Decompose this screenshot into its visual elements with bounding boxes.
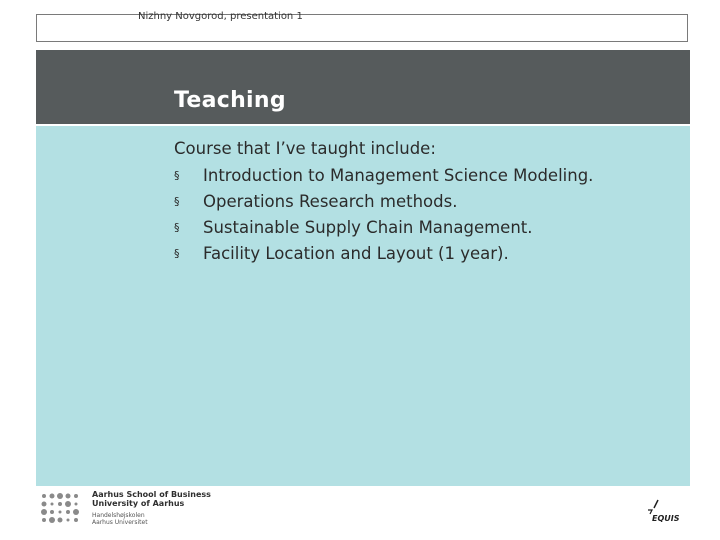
- slide-title: Teaching: [174, 88, 286, 113]
- title-band: [36, 50, 690, 124]
- logo-line-2: University of Aarhus: [92, 499, 185, 508]
- intro-text: Course that I’ve taught include:: [174, 139, 436, 158]
- bullet-icon: §: [174, 247, 180, 260]
- content-area: [36, 126, 690, 486]
- slide-footer: [0, 486, 720, 540]
- university-logo-text: [92, 491, 211, 526]
- list-item-text: Facility Location and Layout (1 year).: [203, 244, 509, 263]
- logo-line-3: Handelshøjskolen: [92, 512, 145, 519]
- logo-line-4: Aarhus Universitet: [92, 519, 148, 526]
- bullet-icon: §: [174, 221, 180, 234]
- logo-line-1: Aarhus School of Business: [92, 490, 211, 499]
- accreditation-label: EQUIS: [652, 514, 680, 523]
- university-logo-icon: [40, 492, 84, 528]
- bullet-icon: §: [174, 195, 180, 208]
- list-item-text: Operations Research methods.: [203, 192, 458, 211]
- bullet-icon: §: [174, 169, 180, 182]
- list-item-text: Sustainable Supply Chain Management.: [203, 218, 533, 237]
- slide-header-box: [36, 11, 688, 42]
- list-item-text: Introduction to Management Science Modeling.: [203, 166, 594, 185]
- slide-header-text: Nizhny Novgorod, presentation 1: [138, 11, 303, 22]
